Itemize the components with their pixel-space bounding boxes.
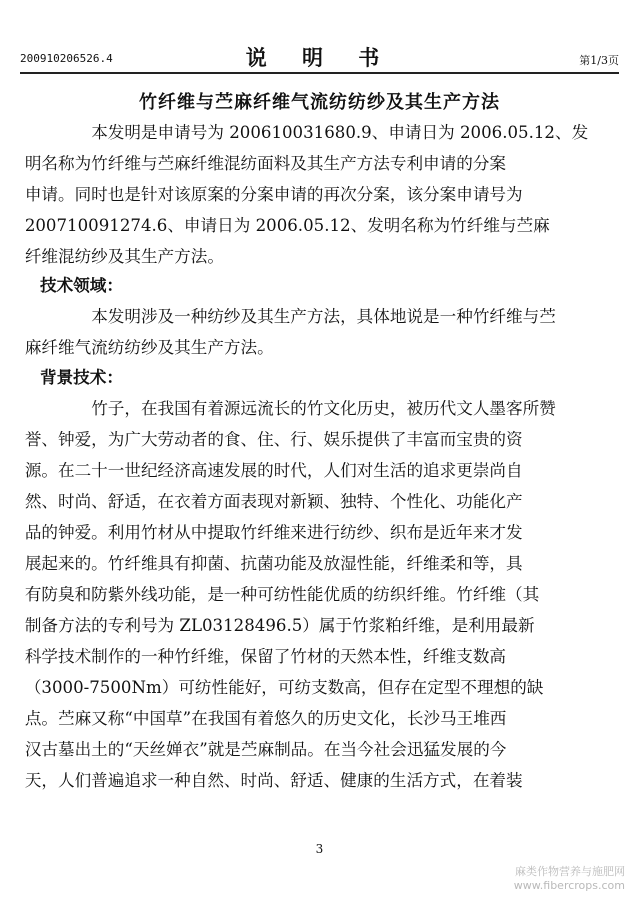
page-indicator: 第1/3页: [579, 54, 619, 67]
text-line: 源。在二十一世纪经济高速发展的时代，人们对生活的追求更崇尚自: [24, 461, 523, 480]
text-line: 展起来的。竹纤维具有抑菌、抗菌功能及放湿性能，纤维柔和等，具: [24, 554, 523, 573]
section-heading-technical-field: 技术领域：: [40, 275, 123, 295]
technical-field-body: [24, 301, 590, 363]
text-line: 本发明是申请号为 200610031680.9、申请日为 2006.05.12、发: [91, 123, 589, 142]
document-number: 200910206526.4: [20, 52, 113, 65]
section-heading-block: [40, 270, 600, 301]
header-title: 说 明 书: [245, 45, 394, 70]
background-paragraph: [24, 393, 590, 796]
text-line: 纤维混纺纱及其生产方法。: [24, 247, 224, 266]
document-title: 竹纤维与苎麻纤维气流纺纺纱及其生产方法: [139, 92, 500, 113]
intro-paragraph: [24, 117, 590, 272]
text-line: 汉古墓出土的“天丝婵衣”就是苎麻制品。在当今社会迅猛发展的今: [24, 740, 507, 759]
text-line: 竹子，在我国有着源远流长的竹文化历史，被历代文人墨客所赞: [91, 399, 556, 418]
text-line: （3000-7500Nm）可纺性能好，可纺支数高，但存在定型不理想的缺: [24, 678, 544, 697]
text-line: 制备方法的专利号为 ZL03128496.5）属于竹浆粕纤维，是利用最新: [24, 616, 535, 635]
text-line: 本发明涉及一种纺纱及其生产方法，具体地说是一种竹纤维与苎: [91, 307, 556, 326]
text-line: 誉、钟爱，为广大劳动者的食、住、行、娱乐提供了丰富而宝贵的资: [24, 430, 523, 449]
text-line: 200710091274.6、申请日为 2006.05.12、发明名称为竹纤维与苎麻: [24, 216, 550, 235]
body-text: [24, 117, 590, 272]
document-header: [20, 42, 619, 74]
watermark-url: www.fibercrops.com: [513, 879, 625, 892]
section-heading-block: [40, 362, 600, 393]
watermark-line: 麻类作物营养与施肥网: [515, 865, 625, 878]
text-line: 品的钟爱。利用竹材从中提取竹纤维来进行纺纱、织布是近年来才发: [24, 523, 523, 542]
text-line: 点。苎麻又称“中国草”在我国有着悠久的历史文化，长沙马王堆西: [24, 709, 507, 728]
text-line: 申请。同时也是针对该原案的分案申请的再次分案，该分案申请号为: [24, 185, 523, 204]
section-heading-background: 背景技术：: [40, 367, 123, 387]
text-line: 明名称为竹纤维与苎麻纤维混纺面料及其生产方法专利申请的分案: [24, 154, 507, 173]
page-number: 3: [315, 842, 324, 856]
background-body: [24, 393, 590, 796]
watermark: [514, 865, 625, 893]
text-line: 麻纤维气流纺纺纱及其生产方法。: [24, 338, 274, 357]
text-line: 天，人们普遍追求一种自然、时尚、舒适、健康的生活方式，在着装: [24, 771, 523, 790]
text-line: 有防臭和防紫外线功能，是一种可纺性能优质的纺织纤维。竹纤维（其: [24, 585, 540, 604]
technical-field-paragraph: [24, 301, 590, 363]
text-line: 科学技术制作的一种竹纤维，保留了竹材的天然本性，纤维支数高: [24, 647, 507, 666]
text-line: 然、时尚、舒适，在衣着方面表现对新颖、独特、个性化、功能化产: [24, 492, 523, 511]
